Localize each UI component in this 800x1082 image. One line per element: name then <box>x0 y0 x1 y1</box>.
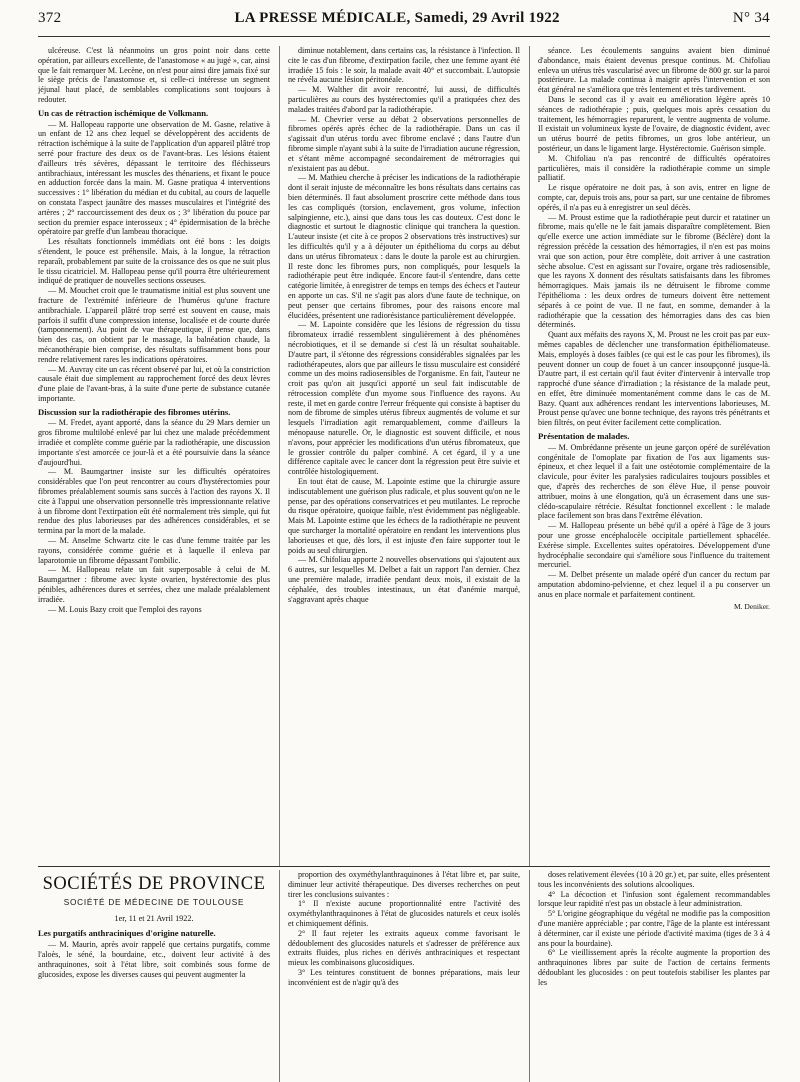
page-number: 372 <box>38 10 62 26</box>
journal-title: LA PRESSE MÉDICALE, Samedi, 29 Avril 1922 <box>234 10 560 26</box>
meeting-date: 1er, 11 et 21 Avril 1922. <box>114 913 194 923</box>
section-title: SOCIÉTÉS DE PROVINCE <box>42 874 266 894</box>
paragraph: 3° Les teintures constituent de bonnes préparations, mais leur inconvénient est de n'agir qu'à des <box>288 967 520 987</box>
page-header <box>38 10 770 32</box>
paragraph: diminue notablement, dans certains cas, la résistance à l'infection. Il cite le cas d'un fibrome, d'extirpation facile, chez une femme ayant été irradiée 15 fois : le soir, la malade avait 40° et succombait. L'autopsie ne révéla aucune lésion péritonéale. <box>288 46 520 85</box>
bottom-column-1 <box>38 870 270 1082</box>
paragraph: — M. Mathieu cherche à préciser les indications de la radiothérapie dont il serait injuste de méconnaître les bons résultats dans certains cas bien déterminés. Il faut absolument proscrire cette méthode dans tous les cas compliqués (torsion, enclavement, gros volume, infection salpingienne, etc.), ainsi que dans tous les cas douteux. C'est donc le diagnostic et surtout le diagnostic clinique qui tranchera la question. L'auteur insiste (et cite à ce propos 2 observations très instructives) sur les difficultés qu'il y a à déjouter un épithélioma du corps au début dans un utérus fibromateux : dans le doute la parole est au chirurgien. Il reste donc les fibromes purs, non compliqués, pour lesquels la radiothérapie peut être indiquée. Encore faut-il s'entendre, dans cette catégorie limitée, à enregistrer de temps en temps des échecs et l'auteur en apporte un cas. S'il ne s'agit pas alors d'une faute de technique, on peut penser que certains fibromes, pour des raisons encore mal élucidées, présentent une radiorésistance particulièrement développée. <box>288 173 520 320</box>
paragraph: — M. Lapointe considère que les lésions de régression du tissu fibromateux irradié ressemblent singulièrement à des phénomènes nécrobiotiques, et il se demande si c'est là un résultat souhaitable. D'autre part, il s'étonne des régressions considérables signalées par les radiothérapeutes, alors que par ailleurs le tissu musculaire est considéré comme un des moins radiosensibles de l'organisme. En fait, l'auteur ne croit pas qu'on ait jusqu'ici apporté un seul fait indiscutable de rétrocession complète d'un myome sous l'influence des rayons. Au reste, il met en garde contre l'erreur fréquente qui consiste à baptiser du nom de fibrome de simples utérus fibreux augmentés de volume et sur lesquels l'irradiation agit remarquablement, comme d'ailleurs la ménopause naturelle. Or, le diagnostic est souvent difficile, et nous n'avons, pour apprécier les modifications d'un utérus fibromateux, que le grossier contrôle du palper combiné. A cet égard, il y a une différence capitale avec le cancer dont la régression peut être suivie et contrôlée histologiquement. <box>288 320 520 477</box>
paragraph: — M. Fredet, ayant apporté, dans la séance du 29 Mars dernier un gros fibrome multilobé enlevé par lui chez une malade précédemment irradiée et complète comme guérie par la radiothérapie, une discussion importante s'est amorcée ce jour-là et a été poursuivie dans la séance d'aujourd'hui. <box>38 418 270 467</box>
paragraph: ulcéreuse. C'est là néanmoins un gros point noir dans cette opération, par ailleurs excellente, de l'anastomose « au jugé », car, ainsi que le fait remarquer M. Lecène, on n'est pour ainsi dire jamais fixé sur le siège précis de l'anastomose et, si celle-ci intéresse un segment jéjunal haut placé, de semblables complications sont toujours à redouter. <box>38 46 270 104</box>
section-divider <box>38 866 770 867</box>
paragraph: Dans le second cas il y avait eu amélioration légère après 10 séances de radiothérapie ; puis, quelques mois après cessation du traitement, les hémorragies reparurent, le ventre augmenta de volume. Il existait un volumineux kyste de l'ovaire, de diagnostic évident, avec un utérus bourré de petits fibromes, un gros lobe antérieur, un postérieur, un dans le ligament large. Hystérectomie. Guérison simple. <box>538 94 770 153</box>
paragraph: 2° Il faut rejeter les extraits aqueux comme favorisant le dédoublement des glucosides naturels et s'adresser de préférence aux extraits fluides, plus riches en dérivés anthraciniques et respectant mieux les combinaisons glucosidiques. <box>288 928 520 968</box>
paragraph: doses relativement élevées (10 à 20 gr.) et, par suite, elles présentent tous les inconvénients des solutions alcooliques. <box>538 870 770 889</box>
paragraph: Le risque opératoire ne doit pas, à son avis, entrer en ligne de compte, car, depuis trois ans, pour sa part, sur une centaine de fibromes opérés, il n'a pas eu à enregistrer un seul décès. <box>538 183 770 212</box>
bottom-column-3 <box>538 870 770 1082</box>
header-rule <box>38 36 770 37</box>
author-signature: M. Deniker. <box>733 601 770 611</box>
paragraph: — M. Ombrédanne présente un jeune garçon opéré de surélévation congénitale de l'omoplate par fixation de l'os aux ligaments sus-épineux, et chez lequel il a fait une ostéotomie complémentaire de la clavicule, pour éviter les paralysies radiculaires toujours possibles et que, d'après des recherches de son élève Hue, il pense pouvoir attribuer, moins à une élongation, qu'à un écrasement dans une sus-clédo-scapulaire rétrécie. Résultat fonctionnel excellent : le malade place facilement son bras dans l'extrême élévation. <box>538 442 770 521</box>
paragraph: — M. Walther dit avoir rencontré, lui aussi, de difficultés particulières au cours des hystérectomies qu'il a pratiquées chez des malades traitées d'abord par la radiothérapie. <box>288 85 520 114</box>
paragraph: 5° L'origine géographique du végétal ne modifie pas la composition d'une manière appréciable ; par contre, l'âge de la plante est intéressant à déterminer, car il existe une période d'activité maxima (tiges de 3 à 4 ans pour la bourdaine). <box>538 909 770 948</box>
main-section <box>38 46 770 866</box>
section-heading: Discussion sur la radiothérapie des fibromes utérins. <box>38 406 231 417</box>
paragraph: — M. Chevrier verse au débat 2 observations personnelles de fibromes opérés après échec de la radiothérapie. Dans un cas il s'agissait d'un utérus tordu avec fibrome enclavé ; dans l'autre d'un fibrome simple n'ayant subi à la suite de l'irradiation aucune régression, et s'étant même accompagné secondairement de métrorragies qui n'existaient pas au début. <box>288 114 520 173</box>
column-divider <box>279 870 280 1082</box>
column-divider <box>529 46 530 866</box>
paragraph: — M. Louis Bazy croit que l'emploi des rayons <box>48 604 202 614</box>
paragraph: Quant aux méfaits des rayons X, M. Proust ne les croit pas par eux-mêmes capables de déclencher une transformation épithéliomateuse. Mais, employés à doses faibles (ce qui est le cas pour les fibromes), ils peuvent donner un coup de fouet à un cancer insoupçonné jusque-là. D'autre part, il est certain qu'il faut éviter d'intervenir à intervalle trop rapproché d'une séance d'irradiation ; la résistance de la malade peut, en effet, être diminuée momentanément comme dans le cas de M. Bazy. Quant aux adhérences rendant les interventions laborieuses, M. Proust pense qu'avec une bonne technique, des rayons très pénétrants et bien filtrés, on peut éviter facilement cette complication. <box>538 330 770 428</box>
paragraph: — M. Anselme Schwartz cite le cas d'une femme traitée par les rayons, considérée comme guérie et à laquelle il enleva par laparotomie un fibrome dépassant l'ombilic. <box>38 536 270 565</box>
paragraph: — M. Mouchet croit que le traumatisme initial est plus souvent une fracture de l'extrémité inférieure de l'humérus qu'une fracture antibrachiale. L'appareil plâtré trop serré est souvent en cause, mais parfois il suffit d'une compression intense, localisée et de courte durée (tamponnement). Au point de vue thérapeutique, il pense que, dans bien des cas, on obtient par le massage, la balnéation chaude, la mécanothérapie bien comprise, des résultats suffisamment bons pour rendre relativement rares les indications opératoires. <box>38 286 270 364</box>
paragraph: — M. Auvray cite un cas récent observé par lui, et où la constriction causale était due simplement au rapprochement forcé des deux lèvres d'une plaie de l'avant-bras, à la suite d'une perte de substance cutanée importante. <box>38 364 270 403</box>
paragraph: 1° Il n'existe aucune proportionnalité entre l'activité des oxyméthylanthraquinones à l'état de glucosides naturels et ceux isolés et chimiquement définis. <box>288 899 520 928</box>
section-heading: Présentation de malades. <box>538 431 630 442</box>
column-1 <box>38 46 270 866</box>
paragraph: — M. Hallopeau relate un fait superposable à celui de M. Baumgartner : fibrome avec kyste ovarien, hystérectomie des plus pénibles, adhérences dures et serrées, chez une malade préalablement irradiée. <box>38 565 270 604</box>
paragraph: — M. Delbet présente un malade opéré d'un cancer du rectum par amputation abdomino-pelvienne, et chez lequel il a pu conserver un anus en place normale et parfaitement continent. <box>538 570 770 599</box>
paragraph: — M. Maurin, après avoir rappelé que certains purgatifs, comme l'aloès, le séné, la bourdaine, etc., doivent leur activité à des anthraquinones, soit à l'état libre, soit combinés sous forme de glucosides, expose les diverses causes qui peuvent augmenter la <box>38 940 270 979</box>
paragraph: 4° La décoction et l'infusion sont également recommandables lorsque leur rapidité n'est pas un obstacle à leur administration. <box>538 889 770 909</box>
paragraph: — M. Hallopeau présente un bébé qu'il a opéré à l'âge de 3 jours pour une grosse encéphalocèle occipitale partiellement sphacélée. Exérèse simple. Excellentes suites opératoires. Développement d'une hydrocéphalie secondaire qui s'améliore sous l'influence du traitement mercuriel. <box>538 521 770 570</box>
paragraph: Les résultats fonctionnels immédiats ont été bons : les doigts s'étendent, le pouce est préhensile. Mais, à la longue, la rétraction reparaît, probablement par suite de la croissance des os que ne suit plus le tissu cicatriciel. M. Hallopeau pense qu'il pourra être ultérieurement indiqué de pratiquer de nouvelles sections osseuses. <box>38 237 270 286</box>
paragraph: — M. Chifoliau apporte 2 nouvelles observations qui s'ajoutent aux 6 autres, sur lesquelles M. Delbet a fait un rapport l'an dernier. Chez une première malade, irradiée pendant deux mois, il existait de la céphalée, des troubles intestinaux, un état d'anémie marqué, s'aggravant après chaque <box>288 555 520 604</box>
issue-number: N° 34 <box>732 10 770 26</box>
paragraph: proportion des oxyméthylanthraquinones à l'état libre et, par suite, diminuer leur activité thérapeutique. Des diverses recherches on peut tirer les conclusions suivantes : <box>288 870 520 899</box>
paragraph: M. Chifoliau n'a pas rencontré de difficultés opératoires particulières, mais il considère la radiothérapie comme un simple palliatif. <box>538 153 770 183</box>
paragraph: En tout état de cause, M. Lapointe estime que la chirurgie assure indiscutablement une guérison plus radicale, et plus souvent qu'on ne le pense, par des opérations conservatrices et peu mutilantes. Le reproche du risque opératoire, quoique faible, n'est évidemment pas négligeable. Mais M. Lapointe estime que les échecs de la radiothérapie ne peuvent que surcharger la mortalité opératoire en rendant les interventions plus laborieuses et que, dès lors, il est injuste d'en faire supporter tout le poids au seul chirurgien. <box>288 477 520 555</box>
paragraph: séance. Les écoulements sanguins avaient bien diminué d'abondance, mais étaient devenus presque continus. M. Chifoliau enleva un utérus très vascularisé avec un fibrome de 800 gr. sur la paroi postérieure. La malade continua à maigrir après l'intervention et son état général ne s'améliora que très lentement et très tardivement. <box>538 46 770 95</box>
column-2 <box>288 46 520 866</box>
paragraph: — M. Proust estime que la radiothérapie peut durcir et ratatiner un fibrome, mais qu'elle ne le fait jamais disparaître complètement. Bien qu'elle exerce une action immédiate sur le fibrome (Béclère) dont la régression précède la cessation des hémorragies, il n'en est pas moins vrai que son action, pour être complète, doit arriver à une castration sèche absolue. C'est en agissant sur l'ovaire, organe très radiosensible, que les rayons X donnent des résultats satisfaisants dans les fibromes hémorragiques. Mais jamais ils ne détruisent le fibrome comme l'épithélioma : les deux ordres de tumeurs doivent être nettement séparés à ce point de vue. Il ne faut, en somme, demander à la radiothérapie que la cessation des hémorragies dans des cas bien déterminés. <box>538 212 770 330</box>
section-heading: Les purgatifs anthraciniques d'origine naturelle. <box>38 928 216 939</box>
bottom-column-2 <box>288 870 520 1082</box>
paragraph: — M. Baumgartner insiste sur les difficultés opératoires considérables que l'on peut rencontrer au cours d'hystérectomies pour fibromes préalablement soumis sans succès à l'action des rayons X. Il cite à l'appui une observation personnelle très impressionnante relative à un fibrome dont l'extirpation eût été normalement très simple, qui fut rendue des plus laborieuses par des adhérences considérables, et se termina par la mort de la malade. <box>38 467 270 536</box>
section-heading: Un cas de rétraction ischémique de Volkmann. <box>38 107 209 118</box>
column-divider <box>279 46 280 866</box>
society-name: SOCIÉTÉ DE MÉDECINE DE TOULOUSE <box>63 897 245 907</box>
column-3 <box>538 46 770 866</box>
paragraph: 6° Le vieillissement après la récolte augmente la proportion des anthraquinones libres par suite de l'action de certains ferments dédoublant les glucosides : on peut toutefois stabiliser les plantes par les <box>538 948 770 987</box>
paragraph: — M. Hallopeau rapporte une observation de M. Gasne, relative à un enfant de 12 ans chez lequel se développèrent des accidents de rétraction ischémique à la suite de l'application d'un appareil plâtré trop serré pour fracture des deux os de l'avant-bras. Les lésions étaient d'ailleurs très sévères, dépassant le territoire des fléchisseurs antibrachiaux, intéressant les muscles des thénariens, et fixant le pouce en adduction forcée dans la main. M. Gasne pratiqua 4 interventions successives : 1° libération du médian et du cubital, au cours de laquelle on constata l'aspect jaunâtre des masses musculaires et l'intégrité des artères ; 2° raccourcissement des deux os ; 3° libération du pouce par section du premier espace interosseux ; 4° épidermisation de la brèche opératoire par greffe d'un lambeau thoracique. <box>38 119 270 237</box>
column-divider <box>529 870 530 1082</box>
